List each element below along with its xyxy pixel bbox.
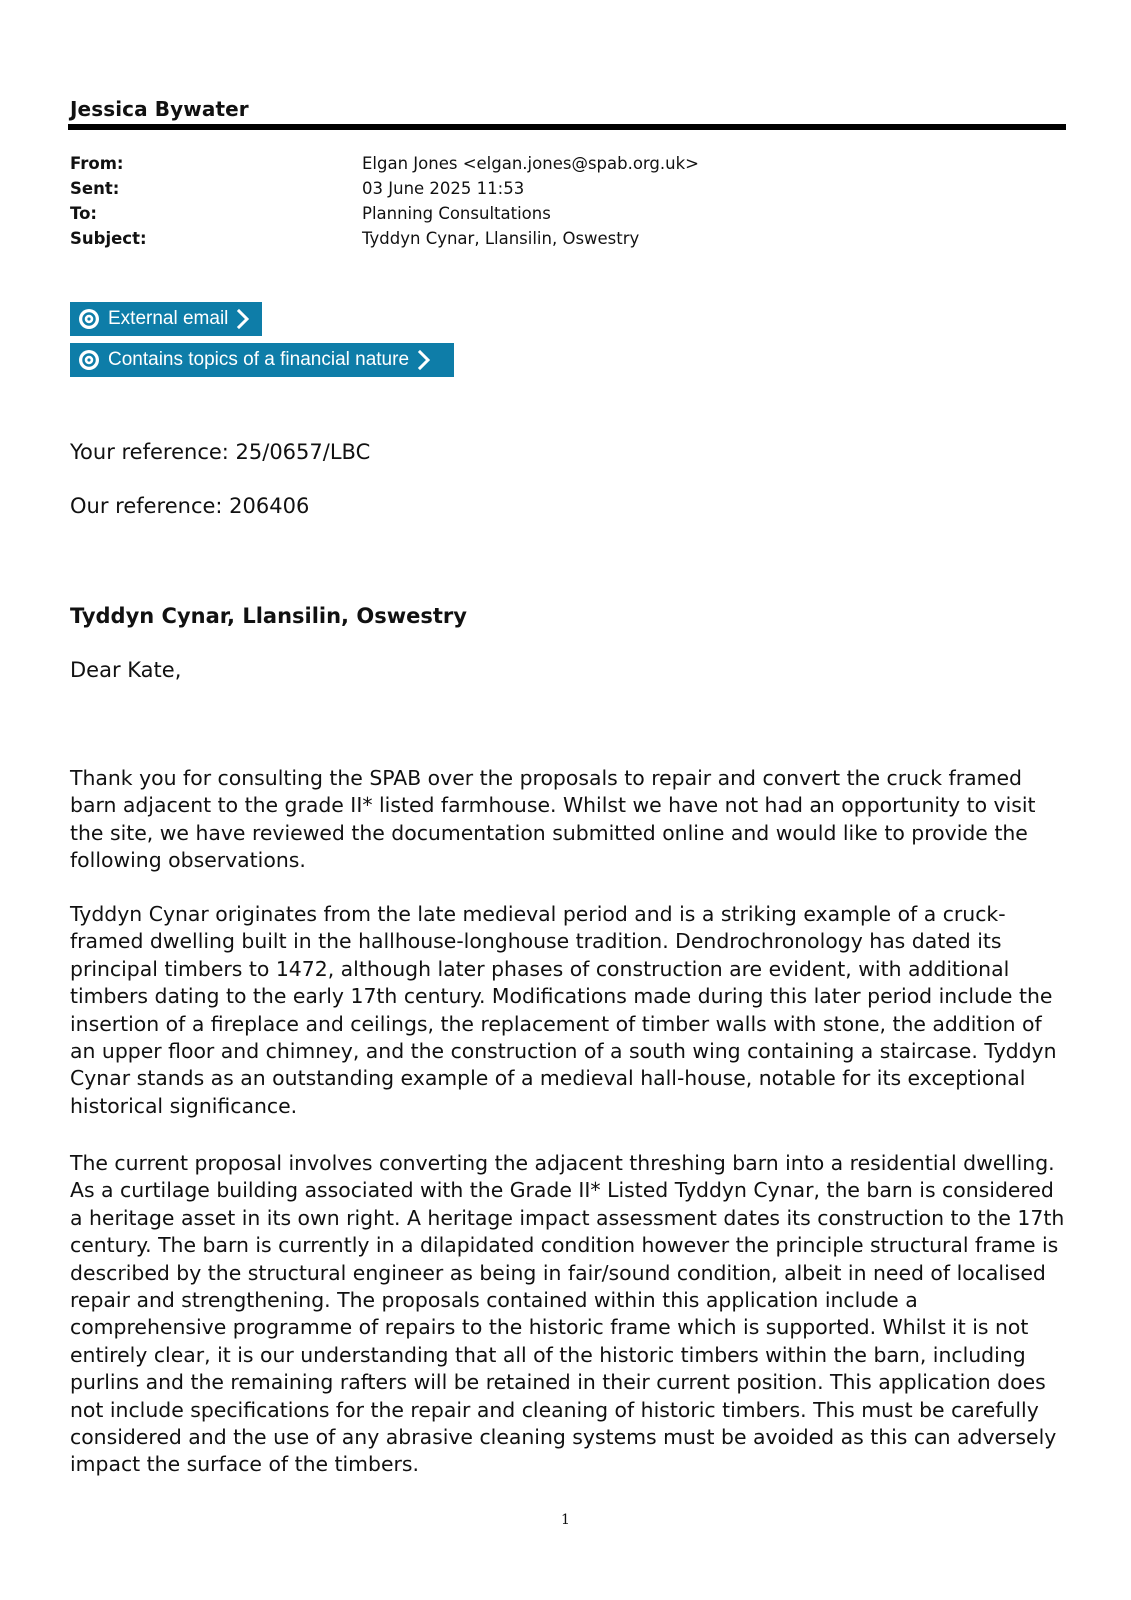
warning-circle-icon: [78, 308, 100, 330]
financial-topics-label: Contains topics of a financial nature: [108, 349, 410, 370]
to-label: To:: [70, 204, 97, 223]
external-email-badge[interactable]: [70, 302, 262, 336]
subject-value: Tyddyn Cynar, Llansilin, Oswestry: [362, 229, 640, 248]
from-label: From:: [70, 154, 124, 173]
chevron-right-icon: [417, 349, 431, 371]
email-header-block: [70, 151, 870, 251]
our-reference: Our reference: 206406: [70, 494, 310, 518]
body-paragraph: Tyddyn Cynar originates from the late medieval period and is a striking example of a cruck-framed dwelling built in the hallhouse-longhouse tradition. Dendrochronology has dated its principal timbers to 1472, although later phases of construction are evident, with additional timbers dating to the early 17th century. Modifications made during this later period include the insertion of a fireplace and ceilings, the replacement of timber walls with stone, the addition of an upper floor and chimney, and the construction of a south wing containing a staircase. Tyddyn Cynar stands as an outstanding example of a medieval hall-house, notable for its exceptional historical significance.: [70, 902, 1057, 1118]
header-row-subject: [70, 226, 870, 251]
page-number: 1: [561, 1512, 570, 1528]
letter-heading: Tyddyn Cynar, Llansilin, Oswestry: [70, 604, 467, 628]
subject-label: Subject:: [70, 229, 147, 248]
mailbox-owner-name: Jessica Bywater: [70, 97, 249, 121]
body-paragraph: The current proposal involves converting the adjacent threshing barn into a residential dwelling. As a curtilage building associated with the Grade II* Listed Tyddyn Cynar, the barn is considered a heritage asset in its own right. A heritage impact assessment dates its construction to the 17th century. The barn is currently in a dilapidated condition however the principle structural frame is described by the structural engineer as being in fair/sound condition, albeit in need of localised repair and strengthening. The proposals contained within this application include a comprehensive programme of repairs to the historic frame which is supported. Whilst it is not entirely clear, it is our understanding that all of the historic timbers within the barn, including purlins and the remaining rafters will be retained in their current position. This application does not include specifications for the repair and cleaning of historic timbers. This must be carefully considered and the use of any abrasive cleaning systems must be avoided as this can adversely impact the surface of the timbers.: [70, 1151, 1065, 1477]
header-row-to: [70, 201, 870, 226]
your-reference: Your reference: 25/0657/LBC: [70, 440, 371, 464]
salutation: Dear Kate,: [70, 658, 182, 682]
from-value: Elgan Jones <elgan.jones@spab.org.uk>: [362, 154, 699, 173]
header-divider: [68, 124, 1066, 130]
header-row-from: [70, 151, 870, 176]
header-row-sent: [70, 176, 870, 201]
chevron-right-icon: [236, 308, 250, 330]
sent-label: Sent:: [70, 179, 120, 198]
external-email-label: External email: [108, 308, 229, 329]
financial-topics-badge[interactable]: [70, 343, 454, 377]
to-value: Planning Consultations: [362, 204, 551, 223]
body-paragraph: Thank you for consulting the SPAB over the proposals to repair and convert the cruck framed barn adjacent to the grade II* listed farmhouse. Whilst we have not had an opportunity to visit the site, we have reviewed the documentation submitted online and would like to provide the following observations.: [70, 766, 1036, 873]
sent-value: 03 June 2025 11:53: [362, 179, 525, 198]
warning-circle-icon: [78, 349, 100, 371]
